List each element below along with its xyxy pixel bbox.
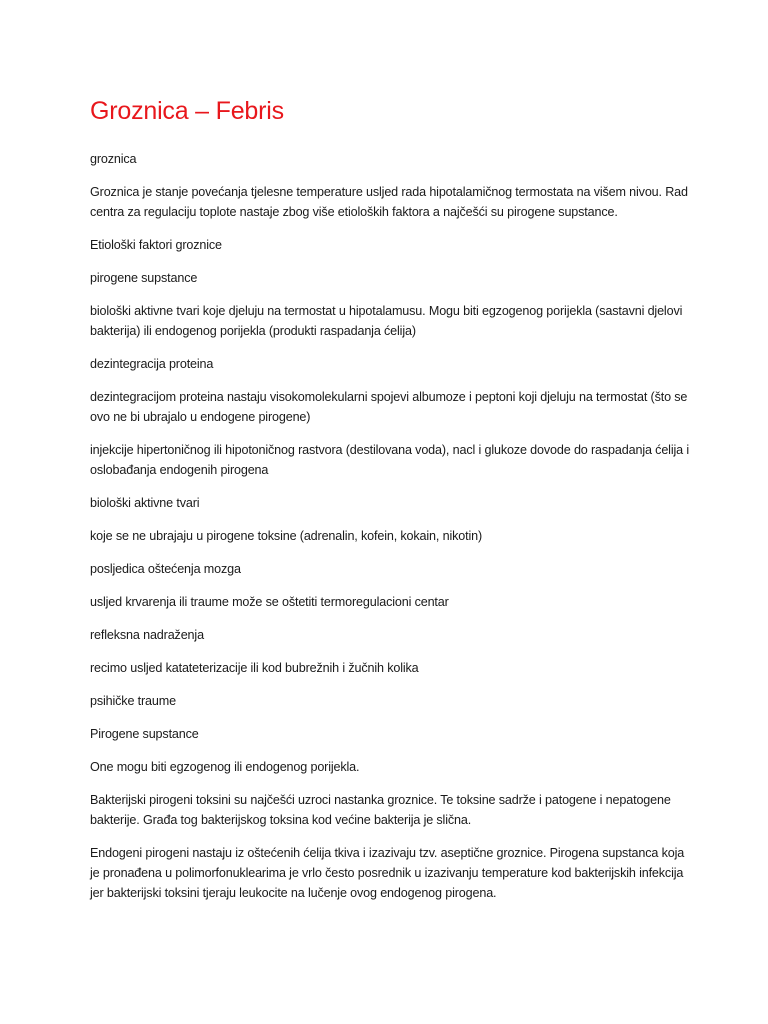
paragraph: dezintegracijom proteina nastaju visokomolekularni spojevi albumoze i peptoni koji djeluju na termostat (što se ovo ne bi ubrajalo u endogene pirogene) <box>90 390 688 424</box>
paragraph: injekcije hipertoničnog ili hipotoničnog rastvora (destilovana voda), nacl i glukoze dovode do raspadanja ćelija i oslobađanja endogenih pirogena <box>90 443 689 477</box>
paragraph-heading: posljedica oštećenja mozga <box>90 562 241 576</box>
paragraph-heading: pirogene supstance <box>90 271 198 285</box>
paragraph: Groznica je stanje povećanja tjelesne temperature usljed rada hipotalamičnog termostata na višem nivou. Rad centra za regulaciju toplote nastaje zbog više etioloških faktora a najčešći su pirogene supstance. <box>90 185 688 219</box>
paragraph-heading: biološki aktivne tvari <box>90 496 200 510</box>
paragraph: One mogu biti egzogenog ili endogenog porijekla. <box>90 760 360 774</box>
paragraph-heading: Pirogene supstance <box>90 727 199 741</box>
paragraph: Bakterijski pirogeni toksini su najčešći uzroci nastanka groznice. Te toksine sadrže i patogene i nepatogene bakterije. Građa tog bakterijskog toksina kod većine bakterija je slična. <box>90 793 671 827</box>
paragraph-heading: Etiološki faktori groznice <box>90 238 222 252</box>
paragraph-heading: psihičke traume <box>90 694 176 708</box>
paragraph-heading: groznica <box>90 152 137 166</box>
paragraph: biološki aktivne tvari koje djeluju na termostat u hipotalamusu. Mogu biti egzogenog porijekla (sastavni djelovi bakterija) ili endogenog porijekla (produkti raspadanja ćelija) <box>90 304 683 338</box>
paragraph: recimo usljed katateterizacije ili kod bubrežnih i žučnih kolika <box>90 661 419 675</box>
paragraph: Endogeni pirogeni nastaju iz oštećenih ćelija tkiva i izazivaju tzv. aseptične groznice. Pirogena supstanca koja je pronađena u polimorfonuklearima je vrlo često posrednik u izazivanju temperature kod bakterijskih infekcija jer bakterijski toksini tjeraju leukocite na lučenje ovog endogenog pirogena. <box>90 846 685 900</box>
paragraph-heading: refleksna nadraženja <box>90 628 204 642</box>
document-title: Groznica – Febris <box>90 97 284 125</box>
paragraph-heading: dezintegracija proteina <box>90 357 214 371</box>
document-page <box>90 96 690 916</box>
paragraph: koje se ne ubrajaju u pirogene toksine (adrenalin, kofein, kokain, nikotin) <box>90 529 482 543</box>
paragraph: usljed krvarenja ili traume može se oštetiti termoregulacioni centar <box>90 595 449 609</box>
